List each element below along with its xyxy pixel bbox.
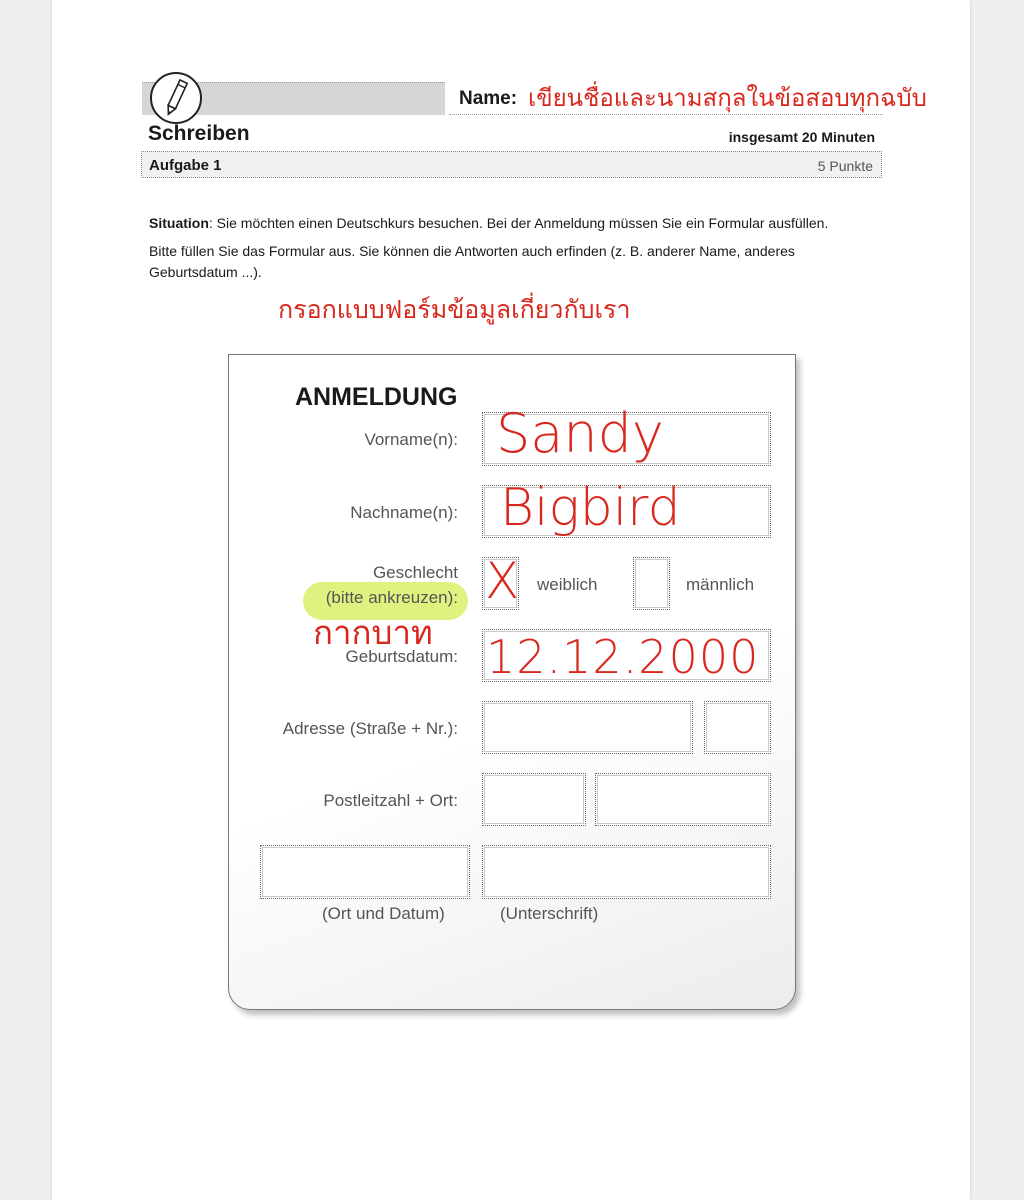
points-label: 5 Punkte: [817, 158, 873, 174]
ort-datum-field[interactable]: [260, 845, 470, 899]
form-title: ANMELDUNG: [295, 383, 458, 411]
ort-datum-caption: (Ort und Datum): [322, 904, 445, 923]
pencil-icon: [150, 72, 202, 124]
vorname-label: Vorname(n):: [364, 430, 458, 449]
form-thai-annotation: กรอกแบบฟอร์มข้อมูลเกี่ยวกับเรา: [278, 295, 631, 324]
task-bar: [141, 151, 882, 178]
name-label: Name:: [459, 88, 518, 109]
nachname-handwritten-value: Bigbird: [500, 478, 681, 538]
time-info: insgesamt 20 Minuten: [728, 129, 875, 145]
vorname-handwritten-value: Sandy: [496, 402, 664, 465]
unterschrift-caption: (Unterschrift): [500, 904, 599, 923]
checkbox-maennlich[interactable]: [633, 557, 670, 610]
task-label: Aufgabe 1: [149, 157, 222, 174]
strasse-field[interactable]: [482, 701, 693, 754]
option-maennlich-label: männlich: [686, 575, 755, 594]
geschlecht-thai-annotation: กากบาท: [313, 613, 433, 652]
plz-ort-label: Postleitzahl + Ort:: [323, 791, 458, 810]
unterschrift-field[interactable]: [482, 845, 771, 899]
geburtsdatum-label: Geburtsdatum:: [345, 647, 458, 666]
name-underline: [449, 114, 883, 115]
geschlecht-hint: (bitte ankreuzen):: [325, 588, 458, 607]
option-weiblich-label: weiblich: [537, 575, 598, 594]
instruction-paragraph: Bitte füllen Sie das Formular aus. Sie können die Antworten auch erfinden (z. B. anderer Name, anderes Geburtsdatum ...).: [149, 243, 795, 280]
situation-label: Situation: [149, 215, 209, 231]
checkbox-x-mark: X: [485, 552, 520, 610]
geschlecht-label: Geschlecht: [372, 563, 458, 582]
situation-paragraph: [149, 213, 839, 234]
section-title: Schreiben: [148, 122, 250, 145]
name-thai-annotation: เขียนชื่อและนามสกุลในข้อสอบทุกฉบับ: [528, 84, 927, 112]
hausnummer-field[interactable]: [704, 701, 771, 754]
situation-text: : Sie möchten einen Deutschkurs besuchen. Bei der Anmeldung müssen Sie ein Formular ausfüllen.: [208, 215, 829, 231]
postleitzahl-field[interactable]: [482, 773, 586, 826]
adresse-label: Adresse (Straße + Nr.):: [282, 719, 458, 738]
ort-field[interactable]: [595, 773, 771, 826]
geburtsdatum-handwritten-value: 12.12.2000: [486, 630, 760, 684]
nachname-label: Nachname(n):: [350, 503, 458, 522]
